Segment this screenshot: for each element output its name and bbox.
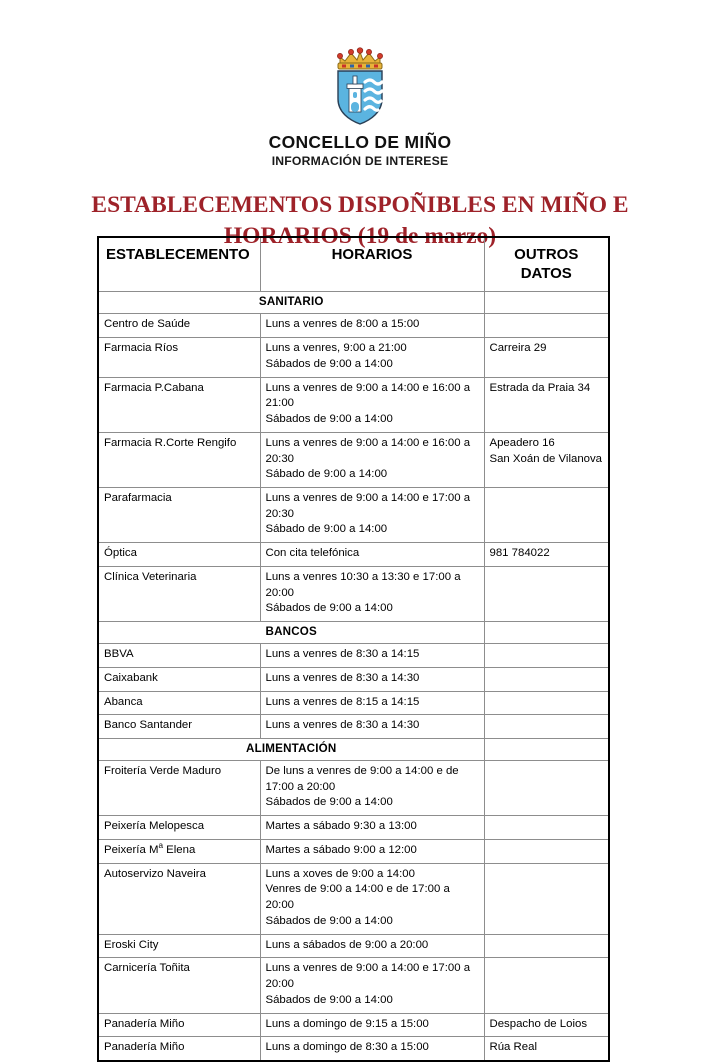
cell-outros-datos: [484, 667, 609, 691]
horario-line-1: Luns a venres de 8:30 a 14:30: [265, 671, 420, 684]
page-title-line-2: HORARIOS (19 de marzo): [223, 223, 497, 250]
cell-outros-datos: [484, 338, 609, 377]
horario-line-1: Luns a sábados de 9:00 a 20:00: [265, 938, 429, 951]
cell-horarios: [260, 566, 484, 621]
cell-establecemento: Panadería Miño: [98, 1013, 260, 1037]
cell-horarios: [260, 1013, 484, 1037]
cell-outros-datos: [484, 377, 609, 432]
cell-horarios: [260, 338, 484, 377]
cell-outros-datos: [484, 566, 609, 621]
cell-establecemento: Froitería Verde Maduro: [98, 761, 260, 816]
cell-establecemento: Abanca: [98, 691, 260, 715]
horario-line-2: Sábados de 9:00 a 14:00: [265, 796, 393, 809]
horario-line-3: Sábados de 9:00 a 14:00: [265, 914, 393, 927]
organization-name: CONCELLO DE MIÑO: [268, 132, 452, 152]
cell-horarios: [260, 314, 484, 338]
outros-line-1: Carreira 29: [489, 342, 547, 355]
cell-outros-datos: [484, 1037, 609, 1061]
schedule-table-container: [97, 236, 608, 1062]
horario-line-2: Sábado de 9:00 a 14:00: [265, 468, 388, 481]
cell-horarios: [260, 761, 484, 816]
table-row: [98, 1013, 609, 1037]
outros-line-1: Rúa Real: [489, 1041, 537, 1054]
cell-horarios: [260, 667, 484, 691]
table-row: [98, 432, 609, 487]
cell-outros-datos: [484, 691, 609, 715]
cell-establecemento: Caixabank: [98, 667, 260, 691]
cell-horarios: [260, 958, 484, 1013]
cell-outros-datos: [484, 543, 609, 567]
section-header-label: SANITARIO: [98, 292, 484, 314]
cell-horarios: [260, 839, 484, 863]
cell-outros-datos: [484, 958, 609, 1013]
horario-line-1: Luns a venres de 9:00 a 14:00 e 17:00 a 20:30: [265, 491, 471, 520]
section-header-spacer: [484, 292, 609, 314]
cell-horarios: [260, 934, 484, 958]
cell-establecemento: Peixería $M^a$ Elena: [98, 839, 260, 863]
organization-subtitle: INFORMACIÓN DE INTERESE: [271, 154, 449, 168]
cell-outros-datos: [484, 487, 609, 542]
cell-establecemento: Centro de Saúde: [98, 314, 260, 338]
section-header-label: BANCOS: [98, 622, 484, 644]
table-row: [98, 644, 609, 668]
cell-outros-datos: [484, 644, 609, 668]
outros-line-1: Apeadero 16: [489, 436, 555, 449]
table-row: [98, 377, 609, 432]
outros-line-1: 981 784022: [489, 547, 550, 560]
page-title-line-1: ESTABLECEMENTOS DISPOÑIBLES EN MIÑO E: [91, 192, 629, 218]
cell-horarios: [260, 1037, 484, 1061]
table-row: [98, 863, 609, 934]
document-header: [0, 0, 720, 168]
cell-establecemento: Peixería Melopesca: [98, 816, 260, 840]
cell-horarios: [260, 644, 484, 668]
schedule-table-body: [98, 237, 609, 1061]
cell-establecemento: Eroski City: [98, 934, 260, 958]
horario-line-1: Luns a venres de 8:30 a 14:15: [265, 648, 420, 661]
cell-horarios: [260, 863, 484, 934]
horario-line-1: Luns a venres de 8:00 a 15:00: [265, 318, 420, 331]
cell-establecemento: Banco Santander: [98, 715, 260, 739]
table-row: [98, 761, 609, 816]
cell-outros-datos: [484, 934, 609, 958]
cell-horarios: [260, 691, 484, 715]
table-row: [98, 314, 609, 338]
cell-outros-datos: [484, 816, 609, 840]
section-header-row: [98, 622, 609, 644]
cell-outros-datos: [484, 314, 609, 338]
horario-line-2: Venres de 9:00 a 14:00 e de 17:00 a 20:00: [265, 883, 450, 912]
horario-line-1: De luns a venres de 9:00 a 14:00 e de 17:00 a 20:00: [265, 765, 459, 793]
outros-line-2: San Xoán de Vilanova: [489, 452, 603, 465]
table-row: [98, 958, 609, 1013]
cell-horarios: [260, 543, 484, 567]
column-header-outros-datos: [484, 237, 609, 292]
cell-establecemento: Farmacia Ríos: [98, 338, 260, 377]
horario-line-1: Martes a sábado 9:30 a 13:00: [265, 820, 417, 833]
table-row: [98, 667, 609, 691]
cell-establecemento: Carnicería Toñita: [98, 958, 260, 1013]
cell-establecemento: BBVA: [98, 644, 260, 668]
section-header-spacer: [484, 739, 609, 761]
outros-line-1: Despacho de Loios: [489, 1017, 588, 1030]
horario-line-1: Martes a sábado 9:00 a 12:00: [265, 843, 417, 856]
cell-horarios: [260, 432, 484, 487]
column-header-horarios: HORARIOS: [260, 237, 484, 292]
cell-horarios: [260, 715, 484, 739]
coat-of-arms-icon: [322, 44, 398, 128]
horario-line-1: Luns a venres de 9:00 a 14:00 e 16:00 a 21:00: [265, 381, 471, 410]
cell-establecemento: Farmacia P.Cabana: [98, 377, 260, 432]
column-header-establecemento: ESTABLECEMENTO: [98, 237, 260, 292]
table-row: [98, 338, 609, 377]
cell-establecemento: Autoservizo Naveira: [98, 863, 260, 934]
column-header-outros-line-1: OUTROS: [514, 246, 579, 263]
table-row: [98, 816, 609, 840]
horario-line-1: Luns a domingo de 9:15 a 15:00: [265, 1017, 429, 1030]
table-row: [98, 715, 609, 739]
horario-line-1: Luns a venres de 9:00 a 14:00 e 17:00 a 20:00: [265, 962, 471, 991]
section-header-spacer: [484, 622, 609, 644]
table-row: [98, 487, 609, 542]
cell-outros-datos: [484, 761, 609, 816]
cell-horarios: [260, 487, 484, 542]
cell-horarios: [260, 377, 484, 432]
table-row: [98, 1037, 609, 1061]
horario-line-1: Luns a venres, 9:00 a 21:00: [265, 342, 407, 355]
cell-outros-datos: [484, 432, 609, 487]
cell-outros-datos: [484, 1013, 609, 1037]
horario-line-1: Luns a venres de 8:30 a 14:30: [265, 719, 420, 732]
cell-horarios: [260, 816, 484, 840]
cell-outros-datos: [484, 715, 609, 739]
horario-line-1: Luns a venres de 9:00 a 14:00 e 16:00 a 20:30: [265, 436, 471, 465]
horario-line-2: Sábados de 9:00 a 14:00: [265, 602, 393, 615]
table-header-row: [98, 237, 609, 292]
section-header-row: [98, 292, 609, 314]
cell-establecemento: Panadería Miño: [98, 1037, 260, 1061]
table-row: [98, 566, 609, 621]
horario-line-1: Luns a domingo de 8:30 a 15:00: [265, 1041, 429, 1054]
section-header-label: ALIMENTACIÓN: [98, 739, 484, 761]
cell-establecemento: Parafarmacia: [98, 487, 260, 542]
horario-line-2: Sábado de 9:00 a 14:00: [265, 523, 388, 536]
horario-line-1: Con cita telefónica: [265, 547, 360, 560]
table-row: [98, 934, 609, 958]
schedule-table: [97, 236, 610, 1062]
table-row: [98, 543, 609, 567]
section-header-row: [98, 739, 609, 761]
horario-line-1: Luns a venres 10:30 a 13:30 e 17:00 a 20:00: [265, 570, 461, 599]
horario-line-1: Luns a venres de 8:15 a 14:15: [265, 695, 420, 708]
horario-line-2: Sábados de 9:00 a 14:00: [265, 993, 393, 1006]
table-row: [98, 839, 609, 863]
column-header-outros-line-2: DATOS: [520, 265, 572, 283]
outros-line-1: Estrada da Praia 34: [489, 381, 591, 394]
horario-line-2: Sábados de 9:00 a 14:00: [265, 357, 393, 370]
cell-outros-datos: [484, 839, 609, 863]
cell-establecemento: Farmacia R.Corte Rengifo: [98, 432, 260, 487]
table-row: [98, 691, 609, 715]
horario-line-2: Sábados de 9:00 a 14:00: [265, 413, 393, 426]
horario-line-1: Luns a xoves de 9:00 a 14:00: [265, 867, 415, 880]
cell-establecemento: Clínica Veterinaria: [98, 566, 260, 621]
cell-establecemento: Óptica: [98, 543, 260, 567]
cell-outros-datos: [484, 863, 609, 934]
